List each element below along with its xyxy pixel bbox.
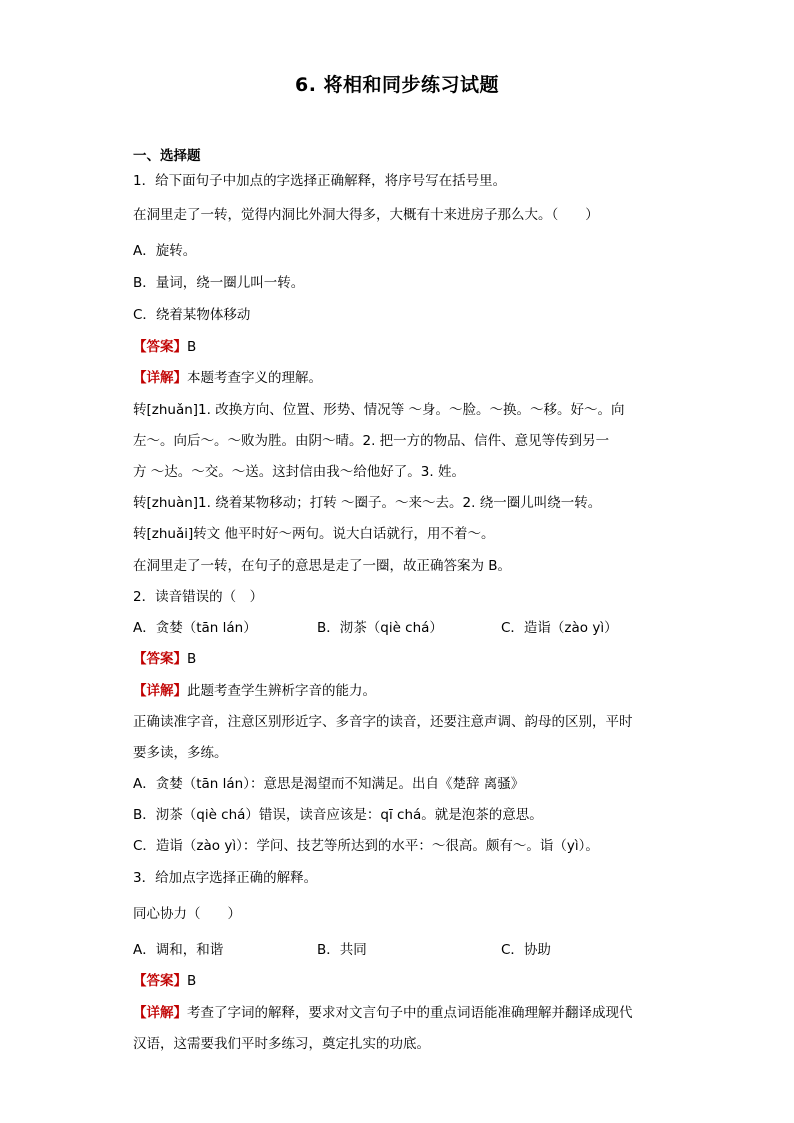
q1-detail: [133, 368, 322, 388]
q2-detail: [133, 681, 376, 701]
answer-tag: 【答案】: [133, 651, 187, 667]
q1-explain-line: 转[zhuǎn]1. 改换方向、位置、形势、情况等 ～身。～脸。～换。～移。好～。向: [133, 402, 625, 418]
q2-option-c: C．造诣（zào yì）: [501, 620, 618, 636]
detail-text: 本题考查字义的理解。: [187, 370, 322, 386]
detail-text: 考查了字词的解释，要求对文言句子中的重点词语能准确理解并翻译成现代: [187, 1005, 633, 1021]
q1-explain-line: 转[zhuàn]1. 绕着某物移动；打转 ～圈子。～来～去。2. 绕一圈儿叫绕一转。: [133, 495, 602, 511]
answer-tag: 【答案】: [133, 973, 187, 989]
detail-tag: 【详解】: [133, 683, 187, 699]
q2-explain-line: A．贪婪（tān lán）：意思是渴望而不知满足。出自《楚辞 离骚》: [133, 776, 525, 792]
detail-tag: 【详解】: [133, 370, 187, 386]
answer-value: B: [187, 339, 197, 355]
q1-stem: 1．给下面句子中加点的字选择正确解释，将序号写在括号里。: [133, 173, 507, 189]
detail-tag: 【详解】: [133, 1005, 187, 1021]
q2-explain-line: 正确读准字音，注意区别形近字、多音字的读音，还要注意声调、韵母的区别，平时: [133, 714, 633, 730]
q1-sentence: 在洞里走了一转，觉得内洞比外洞大得多，大概有十来进房子那么大。（ ）: [133, 207, 599, 223]
q1-option-a: A．旋转。: [133, 243, 197, 259]
q1-explain-line: 在洞里走了一转，在句子的意思是走了一圈，故正确答案为 B。: [133, 558, 512, 574]
q3-answer: [133, 971, 196, 991]
answer-value: B: [187, 973, 197, 989]
answer-value: B: [187, 651, 197, 667]
q1-explain-line: 转[zhuǎi]转文 他平时好～两句。说大白话就行，用不着～。: [133, 526, 495, 542]
q1-option-c: C．绕着某物体移动: [133, 307, 251, 323]
q3-option-a: A．调和，和谐: [133, 942, 224, 958]
q3-detail: [133, 1003, 633, 1023]
q2-option-a: A．贪婪（tān lán）: [133, 620, 257, 636]
q2-stem: 2．读音错误的（ ）: [133, 589, 264, 605]
q2-explain-line: 要多读，多练。: [133, 745, 228, 761]
page-title: 6. 将相和同步练习试题: [294, 74, 500, 96]
q3-stem: 3．给加点字选择正确的解释。: [133, 870, 318, 886]
q1-answer: [133, 337, 196, 357]
q2-answer: [133, 649, 196, 669]
q3-option-c: C．协助: [501, 942, 551, 958]
q1-option-b: B．量词，绕一圈儿叫一转。: [133, 275, 305, 291]
section-heading: 一、选择题: [133, 148, 201, 164]
q2-explain-line: C．造诣（zào yì）：学问、技艺等所达到的水平：～很高。颇有～。诣（yì）。: [133, 838, 599, 854]
detail-text: 此题考查学生辨析字音的能力。: [187, 683, 376, 699]
q1-explain-line: 方 ～达。～交。～送。这封信由我～给他好了。3. 姓。: [133, 464, 465, 480]
q2-explain-line: B．沏茶（qiè chá）错误，读音应该是：qī chá。就是泡茶的意思。: [133, 807, 543, 823]
q1-explain-line: 左～。向后～。～败为胜。由阴～晴。2. 把一方的物品、信件、意见等传到另一: [133, 433, 610, 449]
q3-sentence: 同心协力（ ）: [133, 906, 241, 922]
q2-option-b: B．沏茶（qiè chá）: [317, 620, 443, 636]
q3-option-b: B．共同: [317, 942, 367, 958]
answer-tag: 【答案】: [133, 339, 187, 355]
q3-explain-line: 汉语，这需要我们平时多练习，奠定扎实的功底。: [133, 1036, 430, 1052]
